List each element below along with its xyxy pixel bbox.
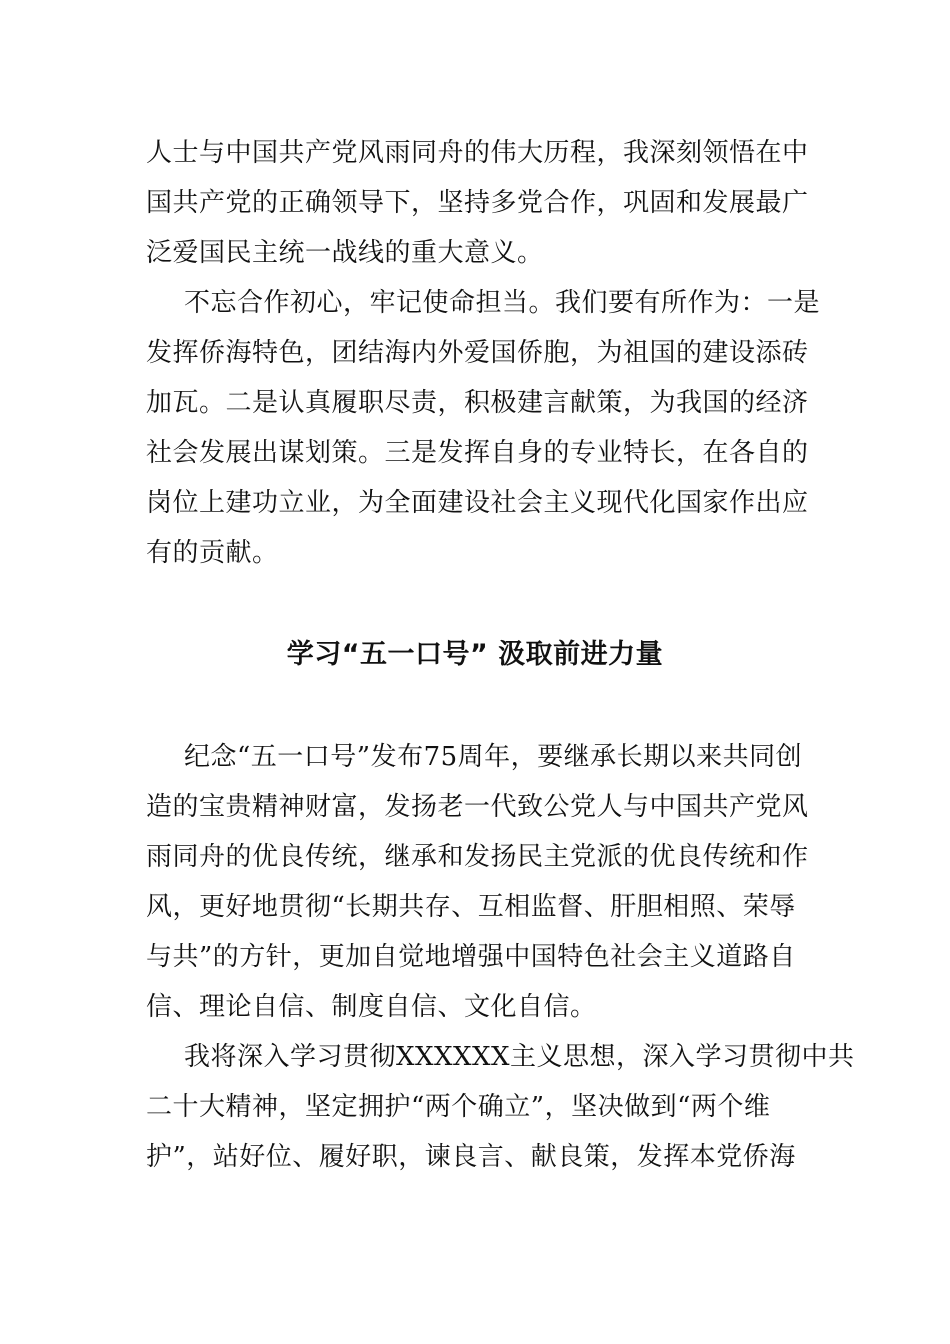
paragraph-line: 纪念“五一口号”发布75周年，要继承长期以来共同创	[184, 742, 803, 772]
paragraph-line: 发挥侨海特色，团结海内外爱国侨胞，为祖国的建设添砖	[146, 338, 809, 368]
paragraph-line: 人士与中国共产党风雨同舟的伟大历程，我深刻领悟在中	[146, 138, 809, 168]
paragraph-line: 雨同舟的优良传统，继承和发扬民主党派的优良传统和作	[146, 842, 809, 872]
paragraph-line: 与共”的方针，更加自觉地增强中国特色社会主义道路自	[146, 942, 796, 972]
paragraph-line: 泛爱国民主统一战线的重大意义。	[146, 238, 544, 268]
paragraph-line: 二十大精神，坚定拥护“两个确立”，坚决做到“两个维	[146, 1092, 771, 1122]
paragraph-line: 我将深入学习贯彻XXXXXX主义思想，深入学习贯彻中共	[184, 1042, 855, 1072]
paragraph-line: 加瓦。二是认真履职尽责，积极建言献策，为我国的经济	[146, 388, 809, 418]
paragraph-line: 信、理论自信、制度自信、文化自信。	[146, 992, 597, 1022]
paragraph-line: 风，更好地贯彻“长期共存、互相监督、肝胆相照、荣辱	[146, 892, 796, 922]
paragraph-line: 造的宝贵精神财富，发扬老一代致公党人与中国共产党风	[146, 792, 809, 822]
paragraph-line: 国共产党的正确领导下，坚持多党合作，巩固和发展最广	[146, 188, 809, 218]
paragraph-line: 有的贡献。	[146, 538, 279, 568]
paragraph-line: 护”，站好位、履好职，谏良言、献良策，发挥本党侨海	[146, 1142, 796, 1172]
section-heading: 学习“五一口号” 汲取前进力量	[286, 639, 664, 670]
paragraph-line: 岗位上建功立业，为全面建设社会主义现代化国家作出应	[146, 488, 809, 518]
paragraph-line: 不忘合作初心，牢记使命担当。我们要有所作为：一是	[184, 288, 821, 318]
paragraph-line: 社会发展出谋划策。三是发挥自身的专业特长，在各自的	[146, 438, 809, 468]
